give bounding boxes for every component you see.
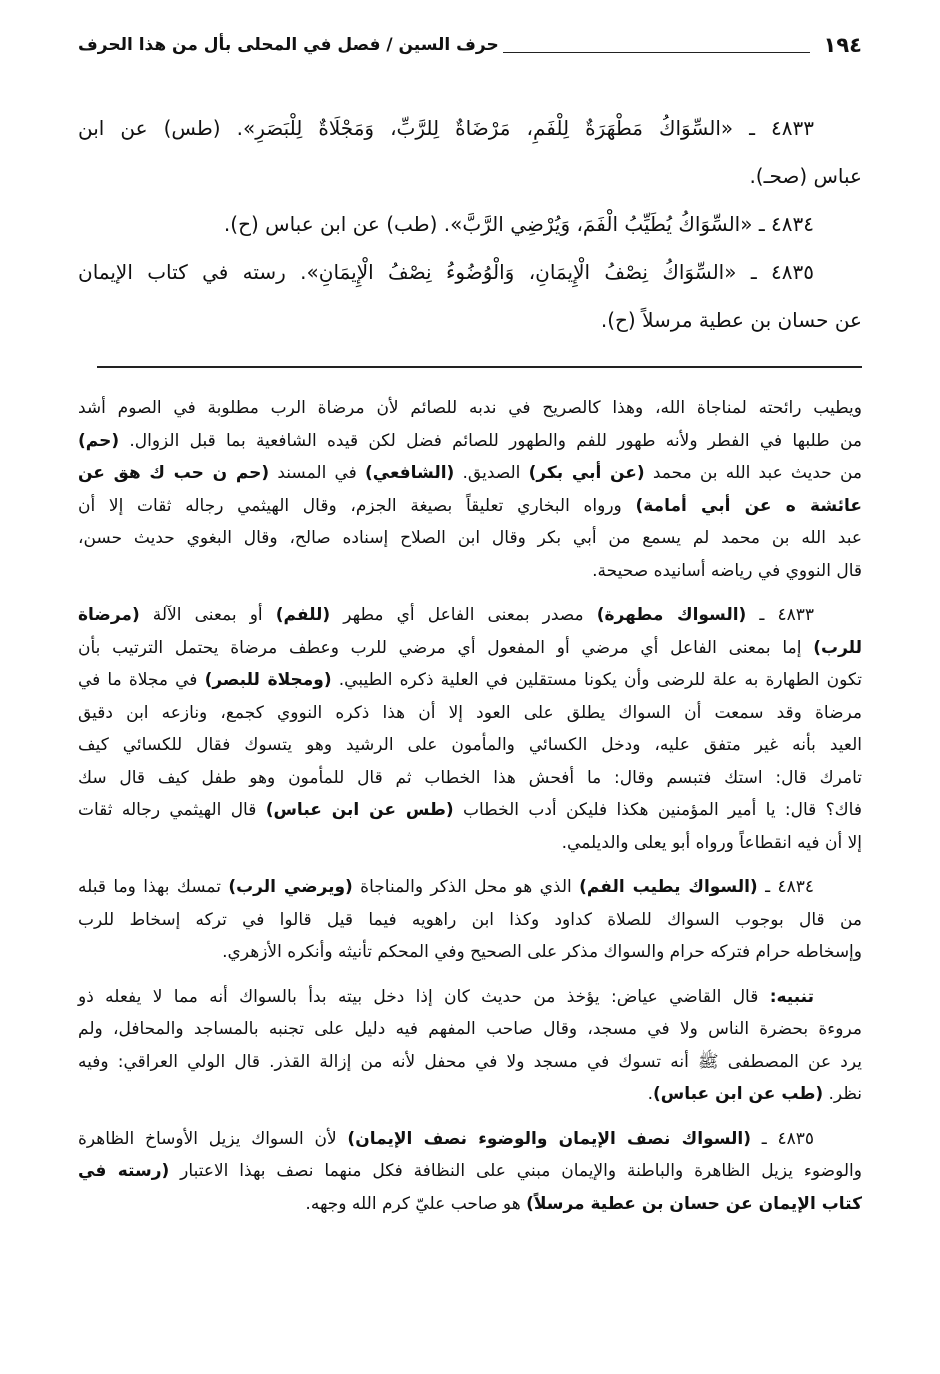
text-segment: ٤٨٣٥ ـ «السِّوَاكُ نِصْفُ الْإِيمَانِ، وَالْوُضُوءُ نِصْفُ الْإِيمَانِ». رسته في كتاب الإيمان bbox=[78, 260, 814, 284]
text-line bbox=[78, 1155, 862, 1188]
commentary-paragraph bbox=[78, 392, 862, 587]
text-segment: من قال بوجوب السواك للصلاة كداود وكذا ابن راهويه فيما قيل قالوا في تركه إسخاط للرب bbox=[78, 909, 862, 930]
bold-segment: (عن أبي بكر) bbox=[528, 463, 645, 483]
text-segment: العيد بأنه غير متفق عليه، ودخل الكسائي والمأمون على الرشيد وهو يتسوك فقال للكسائي كيف bbox=[78, 735, 862, 755]
bold-segment: (حم) bbox=[78, 430, 120, 451]
text-segment: ٤٨٣٣ ـ «السِّوَاكُ مَطْهَرَةٌ لِلْفَمِ، مَرْضَاةٌ لِلرَّبِّ، وَمَجْلَاةٌ لِلْبَصَرِ». (طس) عن ابن bbox=[78, 116, 814, 140]
commentary-paragraph bbox=[78, 871, 862, 969]
text-segment: يرد عن المصطفى ﷺ أنه تسوك في مسجد ولا في محفل لأنه من إزالة القذر. قال الولي العراقي: وفيه bbox=[78, 1051, 862, 1072]
text-line bbox=[78, 296, 862, 344]
text-segment: قال النووي في رياضه أسانيده صحيحة. bbox=[592, 560, 862, 581]
text-segment: مصدر بمعنى الفاعل أي مطهر bbox=[330, 605, 597, 625]
text-segment: تكون الطهارة به علة للرضى وأن يكونا مستقلين في العلية ذكره الطيبي. bbox=[331, 670, 862, 690]
bold-segment: (ويرضي الرب) bbox=[228, 877, 353, 897]
bold-segment: (طس عن ابن عباس) bbox=[265, 800, 454, 820]
text-segment: هو صاحب عليّ كرم الله وجهه. bbox=[305, 1193, 527, 1214]
text-segment: وإسخاطه حرام فتركه حرام والسواك مذكر على الصحيح وفي المحكم تأنيثه وأنكره الأزهري. bbox=[222, 942, 862, 962]
hadith-text bbox=[78, 104, 862, 344]
text-line bbox=[78, 392, 862, 425]
text-segment: ويطيب رائحته لمناجاة الله، وهذا كالصريح في ندبه للصائم لأن مرضاة الرب مطلوبة في الصوم أشد bbox=[78, 398, 862, 418]
page-number: ١٩٤ bbox=[823, 33, 862, 57]
text-segment: عن حسان بن عطية مرسلاً (ح). bbox=[600, 308, 862, 332]
commentary-text bbox=[78, 392, 862, 1232]
text-segment: لأن السواك يزيل الأوساخ الظاهرة bbox=[78, 1128, 348, 1149]
text-segment: تامرك قال: استك فتبسم وقال: ما أفحش هذا الخطاب ثم قال للمأمون وهو طفل كيف قال سك bbox=[78, 767, 862, 788]
text-segment: نظر. bbox=[823, 1084, 862, 1104]
commentary-paragraph bbox=[78, 1123, 862, 1221]
text-line bbox=[78, 871, 862, 904]
bold-segment: (للفم) bbox=[275, 605, 331, 625]
text-line bbox=[78, 1078, 862, 1111]
text-line bbox=[78, 200, 862, 248]
text-segment: والوضوء يزيل الظاهرة والباطنة والإيمان مبني على النظافة فكل منهما نصف بهذا الاعتبار bbox=[169, 1161, 862, 1181]
footnote-separator bbox=[97, 366, 862, 368]
text-line bbox=[78, 555, 862, 588]
text-line bbox=[78, 729, 862, 762]
text-line bbox=[78, 490, 862, 523]
text-line bbox=[78, 248, 862, 296]
text-line bbox=[78, 104, 862, 152]
text-line bbox=[78, 522, 862, 555]
commentary-paragraph bbox=[78, 599, 862, 859]
text-segment: ٤٨٣٤ ـ bbox=[757, 877, 815, 897]
text-line bbox=[78, 152, 862, 200]
text-line bbox=[78, 697, 862, 730]
text-line bbox=[78, 1013, 862, 1046]
bold-segment: (السواك مطهرة) bbox=[596, 605, 747, 625]
text-segment: الذي هو محل الذكر والمناجاة bbox=[352, 877, 580, 897]
text-line bbox=[78, 936, 862, 969]
text-segment: قال الهيثمي رجاله ثقات bbox=[78, 800, 266, 820]
text-segment: . bbox=[647, 1084, 653, 1104]
text-segment: ٤٨٣٥ ـ bbox=[751, 1128, 814, 1149]
hadith-entry bbox=[78, 200, 862, 248]
bold-segment: (طب عن ابن عباس) bbox=[653, 1084, 824, 1104]
text-segment: أو بمعنى الآلة bbox=[139, 605, 276, 625]
text-segment: من حديث عبد الله بن محمد bbox=[644, 463, 862, 483]
text-line bbox=[78, 1188, 862, 1221]
bold-segment: عائشة ه عن أبي أمامة) bbox=[635, 495, 862, 516]
bold-segment: كتاب الإيمان عن حسان بن عطية مرسلاً) bbox=[526, 1193, 862, 1214]
text-segment: ورواه البخاري تعليقاً بصيغة الجزم، وقال الهيثمي رجاله ثقات إلا أن bbox=[78, 495, 636, 516]
text-line bbox=[78, 632, 862, 665]
text-segment: ٤٨٣٣ ـ bbox=[746, 605, 815, 625]
header-rule bbox=[503, 38, 810, 53]
bold-segment: (السواك يطيب الفم) bbox=[579, 877, 758, 897]
text-line bbox=[78, 827, 862, 860]
text-segment: عباس (صحـ). bbox=[749, 164, 862, 188]
text-segment: إما بمعنى الفاعل أي مرضي أو المفعول أي مرضي للرب وعطف مرضاة يحتمل الترتيب بأن bbox=[78, 637, 814, 658]
text-line bbox=[78, 904, 862, 937]
text-segment: مرضاة وقد سمعت أن السواك يطلق على العود إلا أن هذا ذكره النووي كجمع، ونازعه ابن دقيق bbox=[78, 702, 862, 723]
bold-segment: (السواك نصف الإيمان والوضوء نصف الإيمان) bbox=[347, 1128, 752, 1149]
bold-segment: (حم ن حب ك هق عن bbox=[78, 463, 270, 483]
text-segment: ٤٨٣٤ ـ «السِّوَاكُ يُطَيِّبُ الْفَمَ، وَيُرْضِي الرَّبَّ». (طب) عن ابن عباس (ح). bbox=[223, 212, 814, 236]
hadith-entry bbox=[78, 104, 862, 200]
text-segment: عبد الله بن محمد لم يسمع من أبي بكر وقال ابن الصلاح إسناده صالح، وقال البغوي حديث حسن، bbox=[78, 528, 862, 548]
hadith-entry bbox=[78, 248, 862, 344]
text-line bbox=[78, 794, 862, 827]
text-segment: في مجلاة ما في bbox=[78, 670, 205, 690]
chapter-title: حرف السين / فصل في المحلى بأل من هذا الحرف bbox=[78, 35, 499, 55]
text-segment: الصديق. bbox=[454, 463, 529, 483]
text-segment: تمسك بهذا وما قبله bbox=[78, 877, 229, 897]
text-segment: في المسند bbox=[269, 463, 365, 483]
bold-segment: للرب) bbox=[813, 637, 862, 658]
text-line bbox=[78, 425, 862, 458]
text-line bbox=[78, 762, 862, 795]
text-segment: مروءة بحضرة الناس ولا في مسجد، وقال صاحب المفهم فيه دليل على تجنبه بالمساجد والمحافل، ولم bbox=[78, 1019, 862, 1039]
bold-segment: (ومجلاة للبصر) bbox=[204, 670, 332, 690]
text-line bbox=[78, 1046, 862, 1079]
text-segment: إلا أن فيه انقطاعاً ورواه أبو يعلى والديلمي. bbox=[561, 832, 862, 853]
commentary-paragraph bbox=[78, 981, 862, 1111]
bold-segment: (رسته في bbox=[78, 1161, 170, 1181]
bold-segment: (الشافعي) bbox=[364, 463, 455, 483]
text-line bbox=[78, 981, 862, 1014]
bold-segment: تنبيه: bbox=[769, 986, 814, 1007]
text-segment: قال القاضي عياض: يؤخذ من حديث كان إذا دخل بيته بدأ بالسواك أنه مما لا يفعله ذو bbox=[78, 986, 770, 1007]
text-line bbox=[78, 599, 862, 632]
text-line bbox=[78, 457, 862, 490]
running-header bbox=[78, 30, 862, 60]
text-line bbox=[78, 664, 862, 697]
text-segment: فاك؟ قال: يا أمير المؤمنين هكذا فليكن أدب الخطاب bbox=[453, 800, 862, 820]
bold-segment: (مرضاة bbox=[78, 605, 140, 625]
text-line bbox=[78, 1123, 862, 1156]
text-segment: من طلبها في الفطر ولأنه طهور للفم والطهور للصائم فضل لكن قيده الشافعية بما قبل الزوال. bbox=[119, 430, 862, 451]
